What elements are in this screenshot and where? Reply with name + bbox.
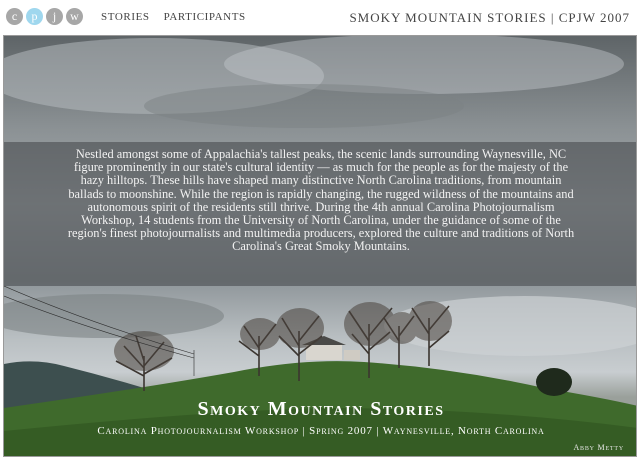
cloud — [144, 84, 464, 128]
cloud — [4, 294, 224, 338]
cpjw-logo[interactable] — [6, 8, 83, 25]
logo-letter-c: c — [6, 8, 23, 25]
nav-stories-link[interactable]: STORIES — [101, 11, 150, 23]
hero-title: Smoky Mountain Stories — [197, 398, 445, 420]
hero-photo — [3, 35, 637, 457]
hero-subtitle: Carolina Photojournalism Workshop | Spring 2007 | Waynesville, North Carolina — [97, 425, 545, 437]
logo-letter-j: j — [46, 8, 63, 25]
site-title: SMOKY MOUNTAIN STORIES | CPJW 2007 — [349, 10, 630, 25]
top-bar — [0, 0, 640, 34]
nav-participants-link[interactable]: PARTICIPANTS — [163, 11, 246, 23]
intro-paragraph: Nestled amongst some of Appalachia's tallest peaks, the scenic lands surrounding Waynesville, NC figure prominently in our state's cultural identity — as much for the people as for the majesty of the hazy hilltops. These hills have shaped many distinctive North Carolina traditions, from mountain ballads to moonshine. While the region is rapidly changing, the rugged wildness of the mountains and autonomous spirit of the residents still thrive. During the 4th annual Carolina Photojournalism Workshop, 14 students from the University of North Carolina, under the guidance of some of the region's finest photojournalists and multimedia producers, explored the culture and traditions of North Carolina's Great Smoky Mountains. — [67, 147, 575, 254]
photo-credit: Abby Metty — [573, 443, 624, 452]
logo-letter-w: w — [66, 8, 83, 25]
main-nav — [101, 11, 246, 23]
logo-letter-p: p — [26, 8, 43, 25]
farmhouse — [306, 344, 342, 360]
shed — [344, 350, 360, 360]
evergreen-tree — [536, 368, 572, 396]
